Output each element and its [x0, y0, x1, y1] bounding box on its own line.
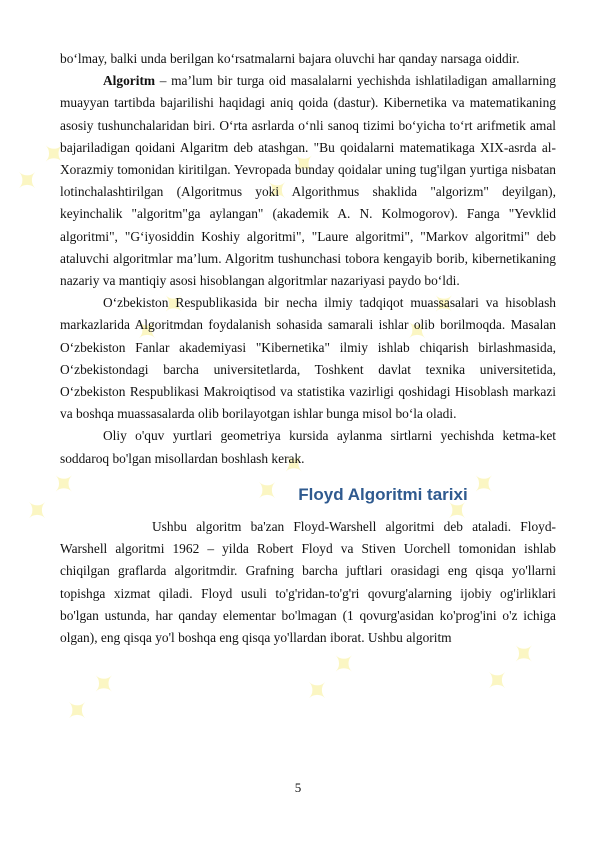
paragraph-floyd: Ushbu algoritm ba'zan Floyd-Warshell algoritmi deb ataladi. Floyd-Warshell algoritmi 1962 – yilda Robert Floyd va Stiven Uorchell tomonidan ishlab chiqilgan graflarda algoritmdir. Grafning barcha juftlari orasidagi eng qisqa yo'llarni topishga xizmat qiladi. Floyd usuli to'g'ridan-to'g'ri qovurg'alarning ijobiy og'irliklari bo'lgan ustunda, har qanday elementar bo'lmagan (1 qovurg'asidan ko'prog'ini o'z ichiga olgan), eng qisqa yo'l boshqa eng qisqa yo'llardan iborat. Ushbu algoritm: [60, 519, 556, 646]
watermark-mark: ✦ ✦: [396, 282, 467, 353]
term-algoritm: Algoritm: [103, 73, 156, 89]
watermark-mark: ✦ ✦: [126, 282, 197, 353]
watermark-mark: ✦ ✦: [246, 442, 317, 513]
watermark-mark: ✦ ✦: [256, 142, 327, 213]
watermark-mark: ✦ ✦: [16, 462, 87, 533]
watermark-mark: ✦ ✦: [6, 132, 77, 203]
paragraph-geometry: Oliy o'quv yurtlari geometriya kursida aylanma sirtlarni yechishda ketma-ket soddaroq bo'lgan misollardan boshlash kerak.: [60, 428, 556, 466]
page-body: [60, 48, 556, 649]
section-heading: Floyd Algoritmi tarixi: [298, 484, 468, 504]
paragraph-continuation: bo‘lmay, balki unda berilgan ko‘rsatmalarni bajara oluvchi har qanday narsaga oiddir.: [60, 51, 520, 66]
definition-text: – ma’lum bir turga oid masalalarni yechishda ishlatiladigan amallarning muayyan tartibda bajarilishi haqidagi aniq qoida (dastur). Kibernetika va matematikaning asosiy tushunchalaridan biri. O‘rta asrlarda o‘nli sanoq tizimi bo‘yicha to‘rt arifmetik amal bajariladigan qoidani Algaritm deb atashgan. "Bu qoidalarni matematikaga XIX-asrda al-Xorazmiy tomonidan kiritilgan. Yevropada bunday qoidalar uning tug'ilgan yurtiga nisbatan lotinchalashtirilgan (Algoritmus yoki Algorithmus shaklida "algorizm" deyilgan), keyinchalik "algoritm"ga aylangan" (akademik A. N. Kolmogorov). Fanga "Yevklid algoritmi", "G‘iyosiddin Koshiy algoritmi", "Laure algoritmi", "Markov algoritmi" deb ataluvchi algoritmlar ma’lum. Algoritm tushunchasi tobora kengayib borib, kibernetikaning nazariy va mantiqiy asosi hisoblangan algoritmlar nazariyasi paydo bo‘ldi.: [60, 73, 556, 289]
paragraph-algoritm-definition: [60, 70, 556, 292]
watermark-mark: ✦ ✦: [296, 642, 367, 713]
watermark-mark: ✦ ✦: [436, 462, 507, 533]
paragraph-uzbekistan: O‘zbekiston Respublikasida bir necha ilmiy tadqiqot muassasalari va hisoblash markazlarida Algoritmdan foydalanish sohasida samarali ishlar olib borilmoqda. Masalan O‘zbekiston Fanlar akademiyasi "Kibernetika" ilmiy ishlab chiqarish birlashmasida, O‘zbekistondagi barcha universitetlarda, Toshkent davlat texnika universitetida, O‘zbekiston Respublikasi Makroiqtisod va statistika vazirligi qoshidagi Hisoblash markazi va boshqa muassasalarda olib borilayotgan ishlar bunga misol bo‘la oladi.: [60, 295, 556, 422]
watermark-mark: ✦ ✦: [56, 662, 127, 733]
watermark-mark: ✦ ✦: [476, 632, 547, 703]
page-number: 5: [294, 780, 302, 795]
